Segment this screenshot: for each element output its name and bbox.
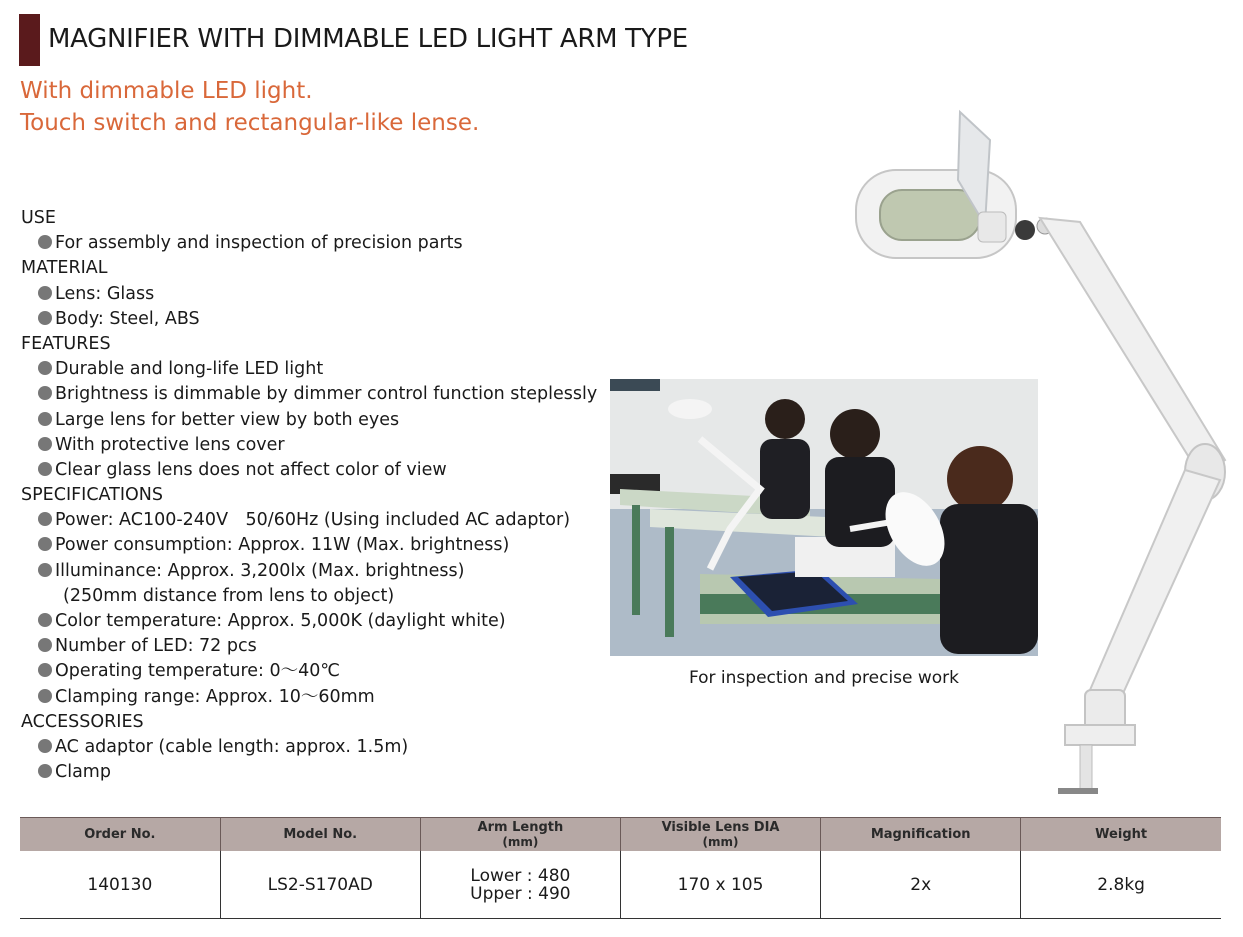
list-item: Clamp — [21, 760, 597, 785]
header-weight: Weight — [1021, 818, 1221, 852]
bullet-icon — [38, 412, 52, 426]
title-accent-bar — [19, 14, 40, 66]
bullet-icon — [38, 563, 52, 577]
list-item: Clamping range: Approx. 10～60mm — [21, 685, 597, 710]
bullet-icon — [38, 512, 52, 526]
bullet-icon — [38, 689, 52, 703]
page-title: MAGNIFIER WITH DIMMABLE LED LIGHT ARM TYPE — [48, 24, 688, 54]
header-magnification: Magnification — [821, 818, 1021, 852]
bullet-icon — [38, 613, 52, 627]
list-item: Clear glass lens does not affect color of view — [21, 458, 597, 483]
header-model-no: Model No. — [220, 818, 420, 852]
table-row — [20, 851, 1221, 919]
spec-table — [20, 817, 1221, 919]
lamp-product-image — [840, 100, 1240, 810]
bullet-icon — [38, 437, 52, 451]
cell-model-no: LS2-S170AD — [220, 851, 420, 919]
bullet-icon — [38, 537, 52, 551]
bullet-icon — [38, 663, 52, 677]
bullet-icon — [38, 311, 52, 325]
section-heading-features: FEATURES — [21, 333, 111, 354]
bullet-icon — [38, 386, 52, 400]
subtitle-line-2: Touch switch and rectangular-like lense. — [20, 110, 480, 136]
bullet-icon — [38, 235, 52, 249]
list-item: Brightness is dimmable by dimmer control function steplessly — [21, 382, 597, 407]
list-item: With protective lens cover — [21, 433, 597, 458]
list-item: Operating temperature: 0～40℃ — [21, 659, 597, 684]
list-item: For assembly and inspection of precision parts — [21, 231, 597, 256]
table-header-row — [20, 818, 1221, 852]
cell-magnification: 2x — [821, 851, 1021, 919]
section-heading-accessories: ACCESSORIES — [21, 711, 144, 732]
photo-caption: For inspection and precise work — [688, 668, 960, 688]
bullet-icon — [38, 739, 52, 753]
list-item: Power: AC100-240V 50/60Hz (Using included AC adaptor) — [21, 508, 597, 533]
list-item: Durable and long-life LED light — [21, 357, 597, 382]
section-heading-use: USE — [21, 208, 56, 228]
spec-list — [21, 206, 597, 785]
list-item: Number of LED: 72 pcs — [21, 634, 597, 659]
bullet-icon — [38, 361, 52, 375]
bullet-icon — [38, 286, 52, 300]
list-item: AC adaptor (cable length: approx. 1.5m) — [21, 735, 597, 760]
list-item: Illuminance: Approx. 3,200lx (Max. brightness) — [21, 559, 597, 584]
list-item: Color temperature: Approx. 5,000K (daylight white) — [21, 609, 597, 634]
list-item: Body: Steel, ABS — [21, 307, 597, 332]
section-heading-material: MATERIAL — [21, 258, 108, 279]
header-arm-length: Arm Length (mm) — [420, 818, 620, 852]
bullet-icon — [38, 764, 52, 778]
list-item: Lens: Glass — [21, 282, 597, 307]
bullet-icon — [38, 462, 52, 476]
header-lens-dia: Visible Lens DIA (mm) — [620, 818, 820, 852]
cell-arm-length: Lower : 480 Upper : 490 — [420, 851, 620, 919]
cell-order-no: 140130 — [20, 851, 220, 919]
list-item: Power consumption: Approx. 11W (Max. brightness) — [21, 533, 597, 558]
list-item: Large lens for better view by both eyes — [21, 408, 597, 433]
header-order-no: Order No. — [20, 818, 220, 852]
cell-weight: 2.8kg — [1021, 851, 1221, 919]
list-item-continuation: (250mm distance from lens to object) — [63, 585, 395, 606]
section-heading-specifications: SPECIFICATIONS — [21, 485, 163, 506]
cell-lens-dia: 170 x 105 — [620, 851, 820, 919]
bullet-icon — [38, 638, 52, 652]
subtitle-line-1: With dimmable LED light. — [20, 78, 313, 104]
